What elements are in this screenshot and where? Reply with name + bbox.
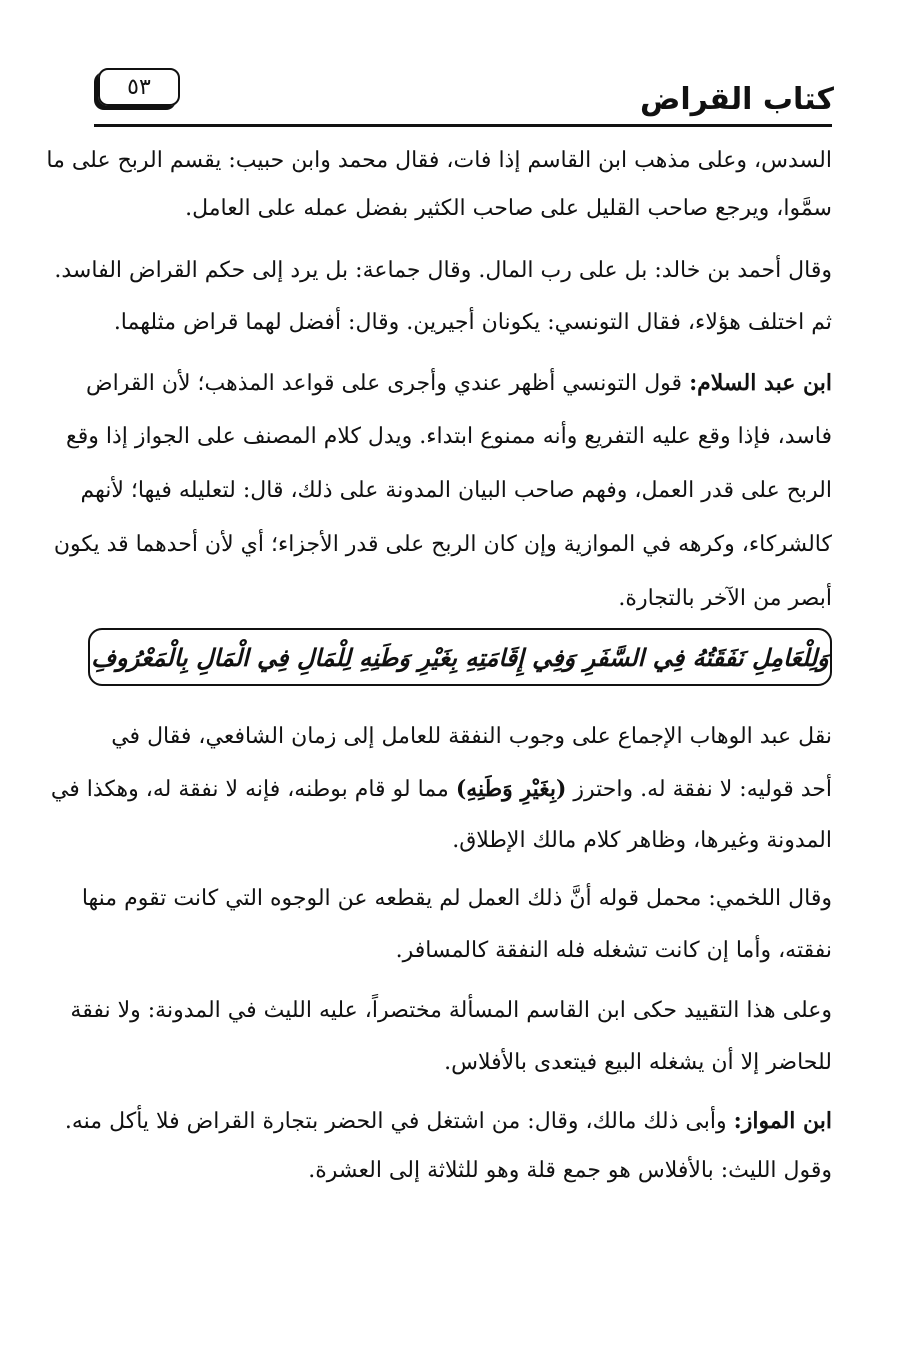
text-span: مما لو قام بوطنه، فإنه لا نفقة له، وهكذا في [50, 777, 456, 802]
text-line [65, 1098, 832, 1145]
text-line: سمَّوا، ويرجع صاحب القليل على صاحب الكثير بفضل عمله على العامل. [185, 196, 832, 221]
matn-text: وَلِلْعَامِلِ نَفَقَتُهُ فِي السَّفَرِ وَفِي إِقَامَتِهِ بِغَيْرِ وَطَنِهِ لِلْمَالِ فِي الْمَالِ بِالْمَعْرُوفِ [91, 642, 829, 672]
text-line: السدس، وعلى مذهب ابن القاسم إذا فات، فقال محمد وابن حبيب: يقسم الربح على ما [46, 148, 832, 173]
quoted-author-name: ابن المواز: [733, 1108, 832, 1134]
text-line [51, 766, 832, 813]
text-line: وقال أحمد بن خالد: بل على رب المال. وقال جماعة: بل يرد إلى حكم القراض الفاسد. [54, 258, 832, 283]
text-span: وأبى ذلك مالك، وقال: من اشتغل في الحضر بتجارة القراض فلا يأكل منه. [64, 1109, 734, 1134]
text-line: كالشركاء، وكرهه في الموازية وإن كان الربح على قدر الأجزاء؛ أي لأن أحدهما قد يكون [53, 532, 832, 557]
text-line: وقال اللخمي: محمل قوله أنَّ ذلك العمل لم يقطعه عن الوجوه التي كانت تقوم منها [81, 886, 832, 911]
header-divider [94, 124, 832, 127]
text-line: أبصر من الآخر بالتجارة. [618, 586, 832, 611]
text-span: قول التونسي أظهر عندي وأجرى على قواعد المذهب؛ لأن القراض [86, 371, 690, 396]
matn-quote: (بِغَيْرِ وَطَنِهِ) [455, 776, 567, 802]
text-line: للحاضر إلا أن يشغله البيع فيتعدى بالأفلاس. [444, 1050, 832, 1075]
text-line: فاسد، فإذا وقع عليه التفريع وأنه ممنوع ابتداء. ويدل كلام المصنف على الجواز إذا وقع [65, 424, 832, 449]
text-line: المدونة وغيرها، وظاهر كلام مالك الإطلاق. [452, 828, 832, 853]
quoted-author-name: ابن عبد السلام: [689, 370, 832, 396]
page-number: ٥٣ [98, 68, 180, 106]
text-line: الربح على قدر العمل، وفهم صاحب البيان المدونة على ذلك، قال: لتعليله فيها؛ لأنهم [80, 478, 832, 503]
running-header-title: كتاب القراض [640, 82, 834, 117]
text-line: وعلى هذا التقييد حكى ابن القاسم المسألة مختصراً، عليه الليث في المدونة: ولا نفقة [70, 998, 832, 1023]
text-line: وقول الليث: بالأفلاس هو جمع قلة وهو للثلاثة إلى العشرة. [308, 1158, 832, 1183]
text-line: نفقته، وأما إن كانت تشغله فله النفقة كالمسافر. [395, 938, 832, 963]
text-line [86, 360, 832, 407]
matn-box [88, 628, 832, 686]
text-line: نقل عبد الوهاب الإجماع على وجوب النفقة للعامل إلى زمان الشافعي، فقال في [111, 724, 832, 749]
text-line: ثم اختلف هؤلاء، فقال التونسي: يكونان أجيرين. وقال: أفضل لهما قراض مثلهما. [113, 310, 832, 335]
text-span: أحد قوليه: لا نفقة له. واحترز [566, 777, 832, 802]
